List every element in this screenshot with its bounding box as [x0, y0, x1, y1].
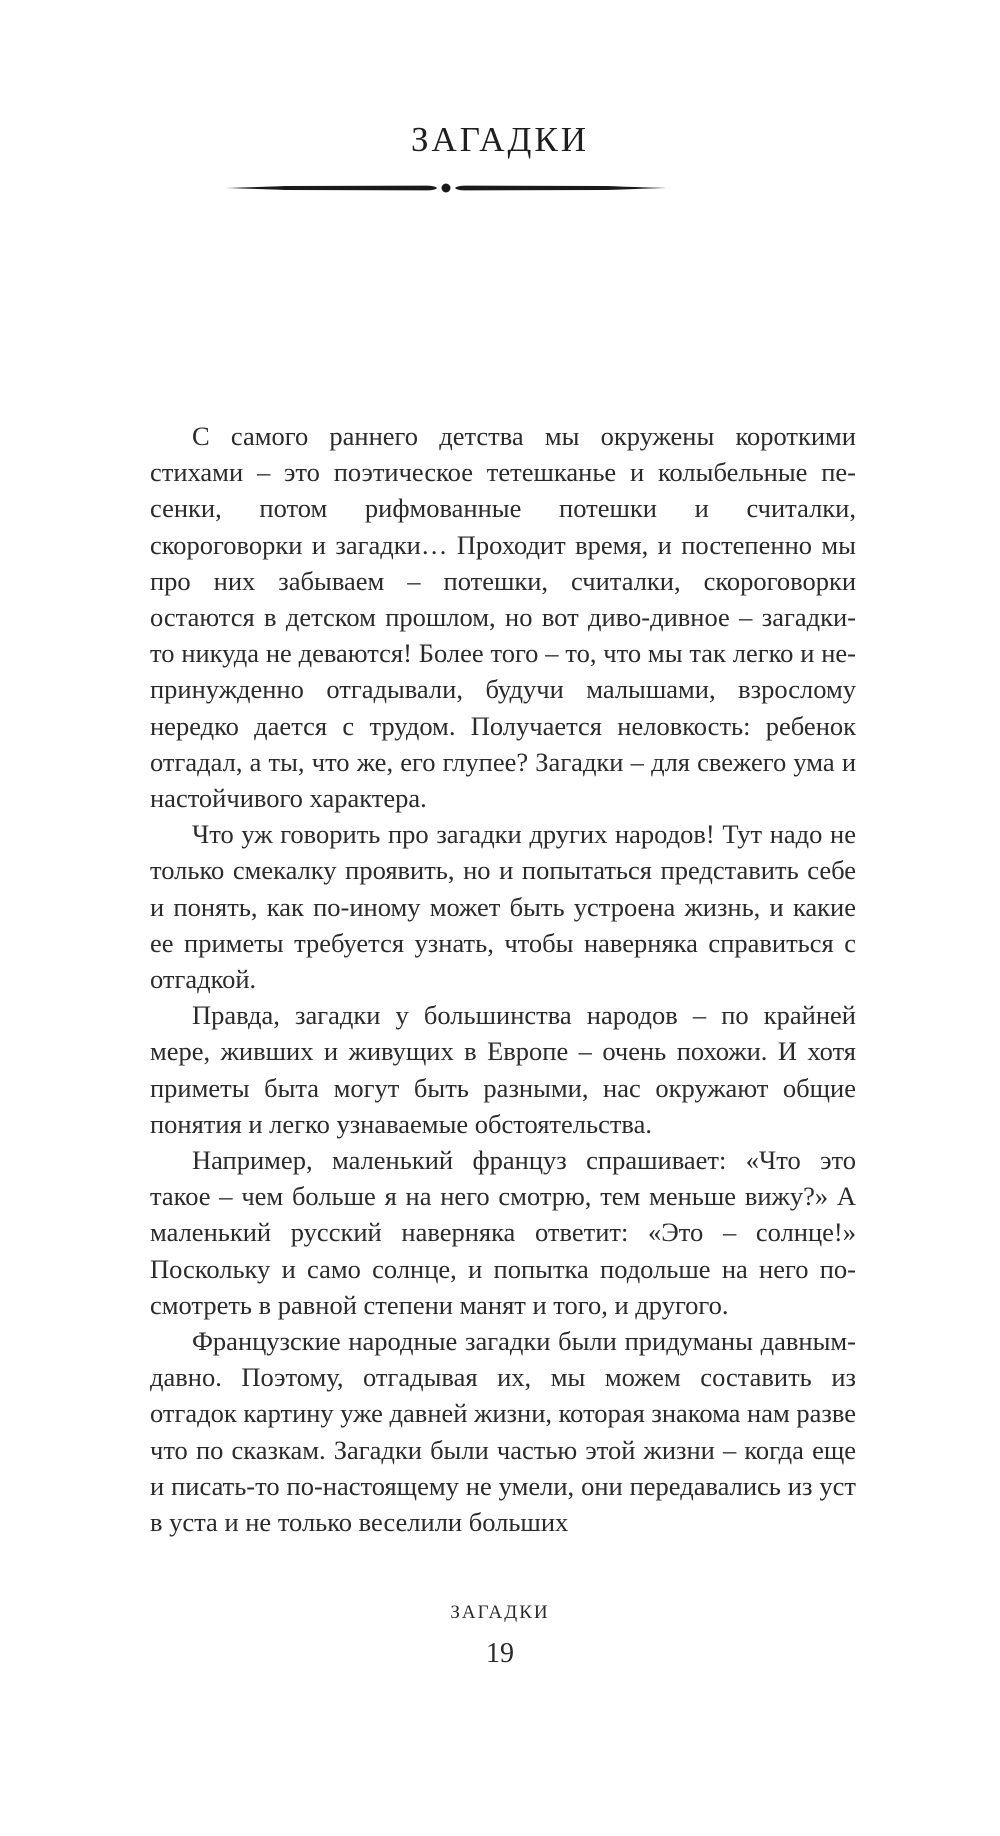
title-ornament-divider [225, 178, 667, 198]
paragraph-5: Французские народные загадки были придуманы давным-давно. Поэтому, отгадывая их, мы можем составить из отгадок картину уже давней жизни, которая знакома нам разве что по сказкам. Загадки были частью этой жизни – когда еще и писать-то по-настоящему не умели, они передавались из уст в уста и не только веселили больших [150, 1326, 856, 1538]
running-footer: ЗАГАДКИ [450, 1602, 550, 1623]
paragraph-4: Например, маленький француз спрашивает: «Что это такое – чем больше я на него смотрю, тем меньше вижу?» А маленький русский наверняка ответит: «Это – солнце!» Поскольку и само солнце, и попытка подольше на него посмотреть в равной степени манят и того, и другого. [150, 1145, 856, 1320]
paragraph-2: Что уж говорить про загадки других народов! Тут надо не только смекалку проявить, но и попытаться представить себе и понять, как по-иному может быть устроена жизнь, и какие ее приметы требуется узнать, чтобы наверняка справиться с отгадкой. [150, 819, 856, 995]
body-text [150, 418, 856, 1540]
paragraph-3: Правда, загадки у большинства народов – по крайней мере, живших и живущих в Европе – очень похожи. И хотя приметы быта могут быть разными, нас окружают общие понятия и легко узнаваемые обстоятельства. [150, 1000, 856, 1139]
paragraph-1: С самого раннего детства мы окружены короткими стихами – это поэтическое тетешканье и колыбельные песенки, потом рифмованные потешки и считалки, скороговорки и загадки… Проходит время, и постепенно мы про них забываем – потешки, считалки, скороговорки остаются в детском прошлом, но вот диво-дивное – загадки-то никуда не деваются! Более того – то, что мы так легко и непринужденно отгадывали, будучи малышами, взрослому нередко дается с трудом. Получается неловкость: ребенок отгадал, а ты, что же, его глупее? Загадки – для свежего ума и настойчивого характера. [150, 421, 856, 814]
chapter-title: ЗАГАДКИ [410, 120, 589, 159]
page-number: 19 [486, 1638, 514, 1669]
